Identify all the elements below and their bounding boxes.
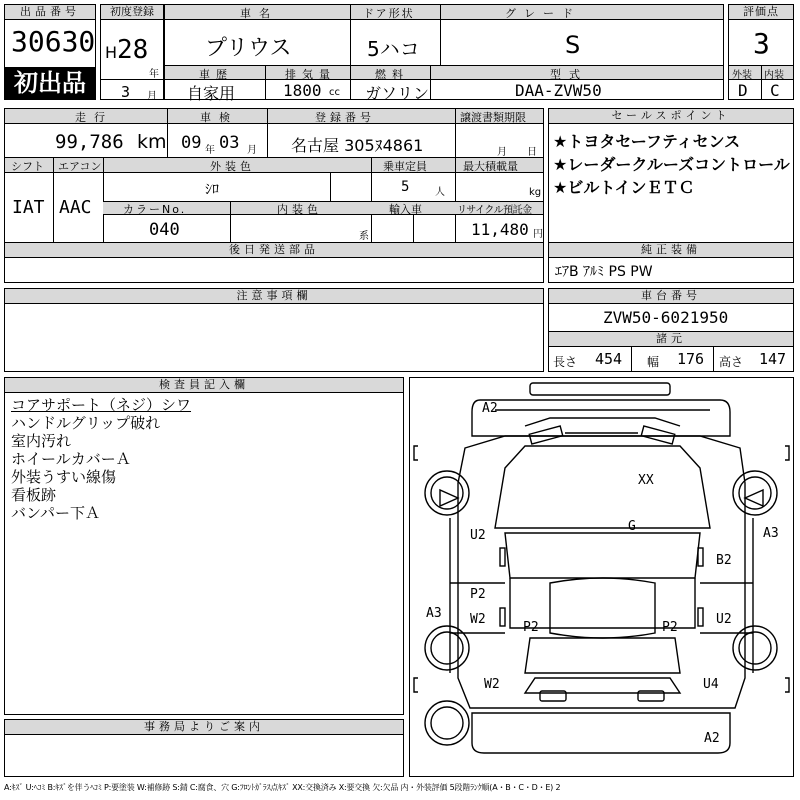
- door-type: 5ハコ: [367, 37, 420, 61]
- transfer-label: 譲渡書類期限: [460, 111, 526, 124]
- int-color-label: 内装色: [277, 203, 322, 216]
- mark-left-front-door-w: W2: [470, 612, 486, 627]
- mark-hood: XX: [638, 473, 654, 488]
- mileage-unit: km: [137, 131, 167, 153]
- insp-year-unit: 年: [205, 145, 215, 156]
- equipment-label: 純正装備: [549, 243, 793, 258]
- score-box: [728, 4, 794, 100]
- shift: IAT: [12, 197, 45, 218]
- sales-points-box: [548, 108, 794, 243]
- int-color-unit: 系: [359, 231, 369, 242]
- capacity-label: 乗車定員: [383, 160, 427, 173]
- recycle-unit: 円: [533, 229, 543, 240]
- first-registration-box: [100, 4, 164, 100]
- office-label: 事務局よりご案内: [5, 720, 403, 735]
- recycle-label: リサイクル預託金: [457, 205, 532, 216]
- specs-label: 諸元: [549, 331, 793, 347]
- mark-rear-bumper: A2: [704, 731, 720, 746]
- length-label: 長さ: [553, 355, 578, 369]
- lot-number-box: [4, 4, 96, 100]
- mileage-label: 走行: [75, 111, 113, 124]
- chassis-box: [548, 288, 794, 372]
- displacement: 1800: [283, 81, 322, 100]
- length: 454: [595, 350, 623, 368]
- model-code: DAA-ZVW50: [515, 81, 602, 100]
- recycle-fee: 11,480: [471, 220, 529, 239]
- mark-left-front-fender: U2: [470, 528, 486, 543]
- first-registration-label: 初度登録: [101, 5, 163, 20]
- month-unit: 月: [147, 91, 157, 102]
- plate-number: 名古屋 305ﾇ4861: [291, 136, 424, 155]
- inspector-line: ホイールカバーＡ: [11, 450, 131, 468]
- inspector-label: 検査員記入欄: [5, 378, 403, 393]
- load-label: 最大積載量: [463, 160, 518, 173]
- door-label: ドア形状: [363, 7, 415, 20]
- score: 3: [753, 27, 770, 60]
- era: H: [105, 43, 118, 62]
- sales-point: ★トヨタセーフティセンス: [553, 132, 741, 151]
- history: 自家用: [187, 84, 236, 103]
- notes-label: 注意事項欄: [5, 289, 543, 304]
- equipment-box: [548, 242, 794, 283]
- later-parts-label: 後日発送部品: [5, 243, 543, 258]
- mark-right-front-door: B2: [716, 553, 732, 568]
- year-unit: 年: [149, 69, 159, 80]
- mark-right-front-fender: A3: [763, 526, 779, 541]
- score-label: 評価点: [729, 5, 793, 20]
- insp-month: 03: [219, 133, 240, 153]
- mark-windshield: G: [628, 519, 636, 534]
- mark-left-rear-door: A3: [426, 606, 442, 621]
- sales-points-label: セールスポイント: [549, 109, 793, 124]
- inspector-line: ハンドルグリップ破れ: [11, 414, 161, 432]
- car-diagram: [410, 378, 793, 776]
- capacity: 5: [401, 179, 410, 195]
- mark-left-rear-pillar: P2: [523, 620, 539, 635]
- transfer-month-unit: 月: [497, 147, 507, 158]
- vehicle-details-box: [4, 108, 544, 283]
- inspection-label: 車検: [200, 111, 238, 124]
- notes-box: [4, 288, 544, 372]
- mark-right-rear-pillar: P2: [662, 620, 678, 635]
- width: 176: [677, 350, 705, 368]
- model-label: 型式: [550, 68, 588, 81]
- color-no-label: カラーNo.: [123, 203, 187, 216]
- chassis-number: ZVW50-6021950: [603, 308, 729, 327]
- mark-front-bumper: A2: [482, 401, 498, 416]
- shift-label: シフト: [11, 160, 44, 173]
- color-label: 外装色: [210, 160, 255, 173]
- insp-month-unit: 月: [247, 145, 257, 156]
- car-diagram-box: [409, 377, 794, 777]
- inspector-box: [4, 377, 404, 715]
- interior-label: 内装: [764, 70, 784, 81]
- displacement-label: 排気量: [285, 68, 336, 81]
- first-listing-badge: 初出品: [5, 67, 95, 99]
- insp-year: 09: [181, 133, 202, 153]
- car-name: プリウス: [205, 36, 292, 61]
- displacement-unit: cc: [329, 87, 340, 98]
- width-label: 幅: [647, 355, 660, 369]
- exterior-label: 外装: [732, 70, 752, 81]
- chassis-label: 車台番号: [549, 289, 793, 304]
- plate-label: 登録番号: [315, 111, 375, 124]
- equipment-value: ｴｱB ｱﾙﾐ PS PW: [555, 264, 653, 280]
- sales-point: ★レーダークルーズコントロール: [553, 155, 790, 174]
- mileage: 99,786: [55, 131, 124, 153]
- sales-point: ★ビルトインＥＴＣ: [553, 178, 695, 197]
- mark-left-rear-quarter: W2: [484, 677, 500, 692]
- color-number: 040: [149, 220, 180, 240]
- office-box: [4, 719, 404, 777]
- fuel-label: 燃料: [375, 68, 409, 81]
- reg-month: 3: [121, 83, 131, 101]
- air-conditioner: AAC: [59, 197, 92, 218]
- inspector-line: バンパー下Ａ: [11, 504, 100, 522]
- height-label: 高さ: [719, 355, 744, 369]
- mark-right-rear-door: U2: [716, 612, 732, 627]
- height: 147: [759, 350, 787, 368]
- inspector-line: 看板跡: [11, 486, 57, 504]
- legend: A:ｷｽﾞ U:ﾍｺﾐ B:ｷｽﾞを伴うﾍｺﾐ P:要塗装 W:補修跡 S:錆 C:腐食、穴 G:ﾌﾛﾝﾄｶﾞﾗｽ点ｷｽﾞ XX:交換済み X:要交換 欠:欠品 内・外装評価 5段階ﾗﾝｸ順(A・B・C・D・E) 2: [4, 783, 561, 792]
- car-info-box: [164, 4, 724, 103]
- reg-year: 28: [117, 35, 149, 65]
- fuel: ガソリン: [365, 84, 430, 103]
- transfer-day-unit: 日: [527, 147, 537, 158]
- car-name-label: 車名: [240, 7, 278, 20]
- lot-number-label: 出品番号: [5, 5, 95, 20]
- exterior-color: ｼﾛ: [205, 182, 219, 198]
- ac-label: エアコン: [58, 160, 102, 173]
- capacity-unit: 人: [435, 187, 445, 198]
- interior-score: C: [770, 81, 780, 100]
- lot-number: 30630: [11, 25, 96, 58]
- mark-left-front-door: P2: [470, 587, 486, 602]
- inspector-line: コアサポート（ネジ）シワ: [11, 396, 192, 414]
- inspector-line: 外装うすい線傷: [11, 468, 117, 486]
- grade: S: [565, 31, 581, 59]
- grade-label: グレード: [505, 7, 581, 20]
- exterior-score: D: [738, 81, 748, 100]
- history-label: 車歴: [199, 68, 233, 81]
- mark-right-rear-quarter: U4: [703, 677, 719, 692]
- load-unit: kg: [529, 187, 542, 198]
- inspector-line: 室内汚れ: [11, 432, 72, 450]
- import-label: 輸入車: [389, 203, 422, 216]
